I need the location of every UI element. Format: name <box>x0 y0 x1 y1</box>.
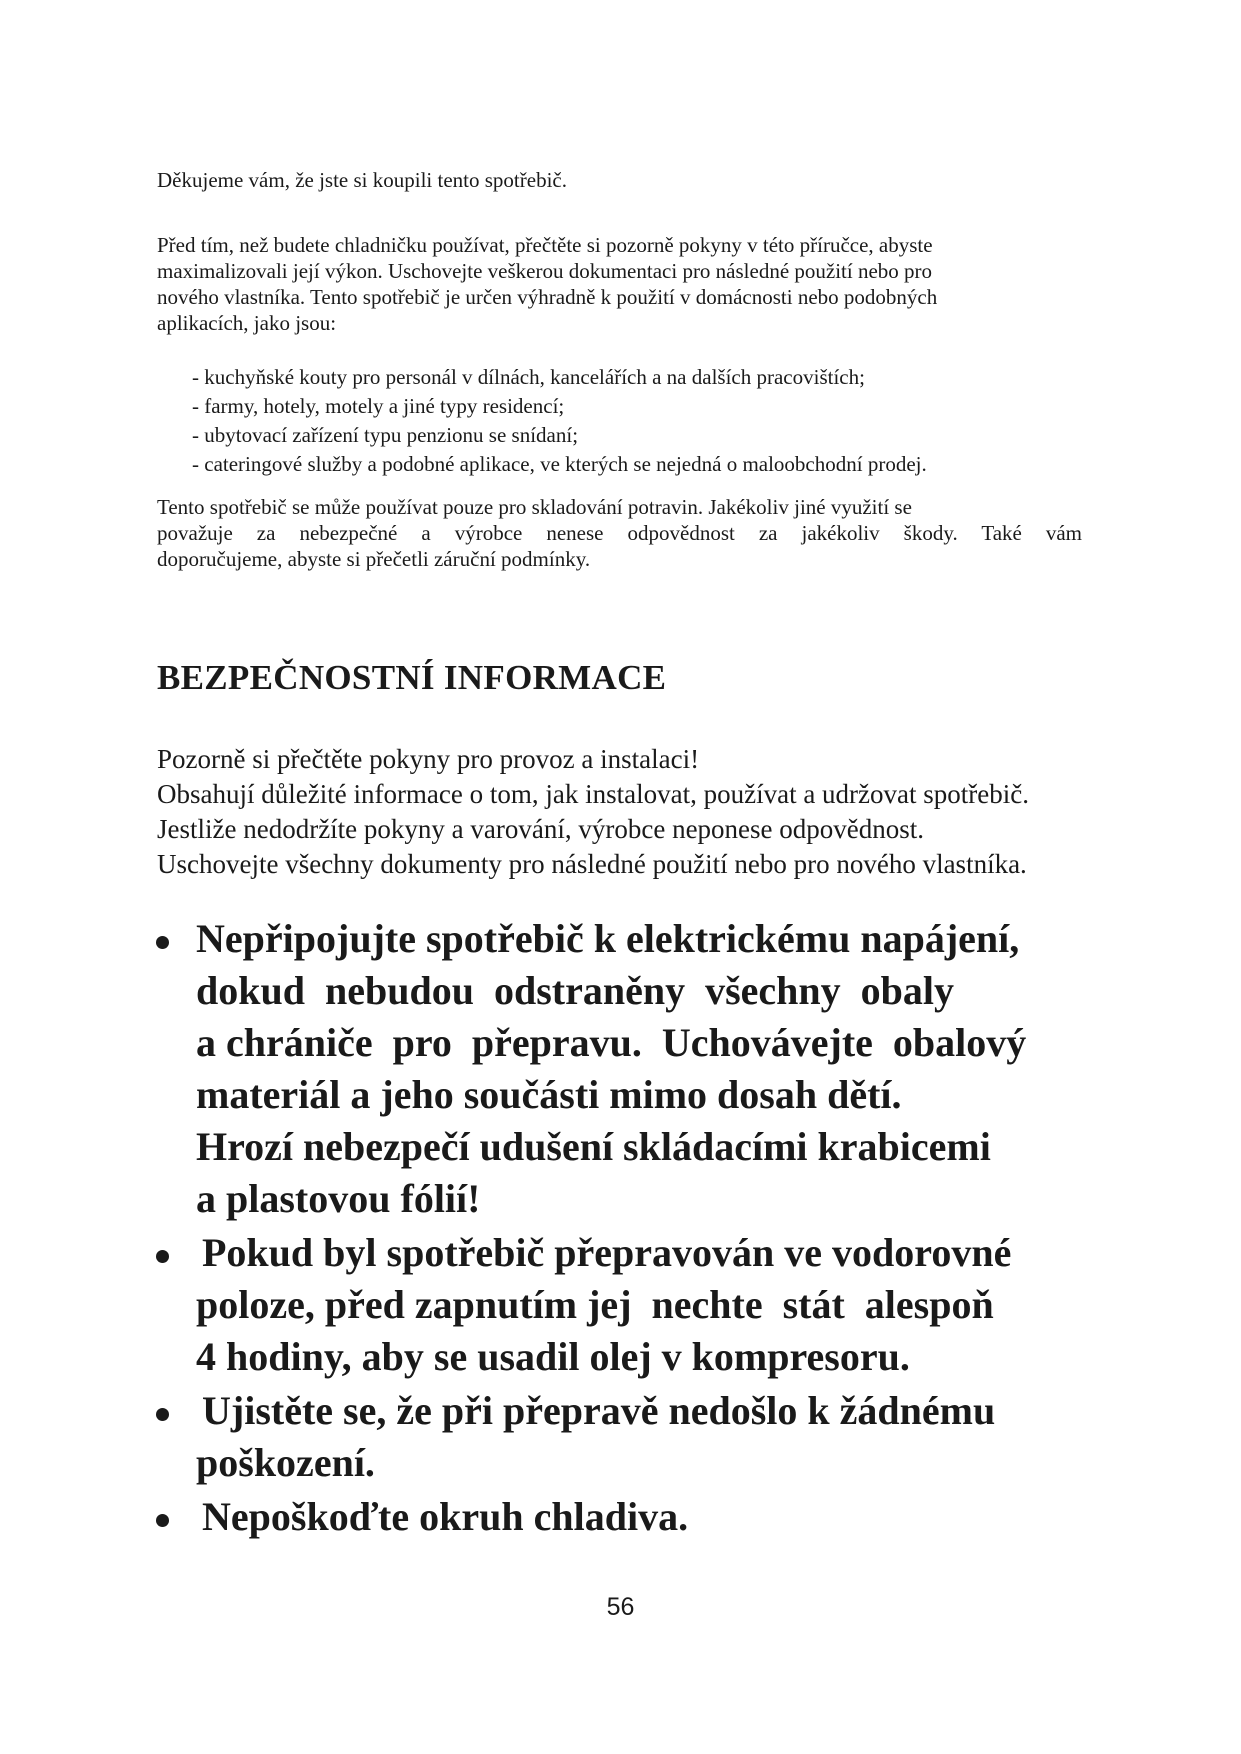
bullet-icon <box>156 1408 169 1421</box>
intro-paragraph <box>157 232 1082 336</box>
warning-item <box>150 913 1110 1225</box>
warning-line: 4 hodiny, aby se usadil olej v kompresoru. <box>196 1334 910 1379</box>
usage-list <box>192 363 927 479</box>
warning-item <box>150 1491 1110 1543</box>
purpose-line: Tento spotřebič se může používat pouze pro skladování potravin. Jakékoliv jiné využití se <box>157 495 912 519</box>
purpose-line: doporučujeme, abyste si přečetli záruční podmínky. <box>157 547 591 571</box>
warning-line: poloze, před zapnutím jej nechte stát alespoň <box>196 1282 994 1327</box>
warning-line: dokud nebudou odstraněny všechny obaly <box>196 968 955 1013</box>
bullet-icon <box>156 1250 169 1263</box>
bullet-icon <box>156 936 169 949</box>
intro-line: maximalizovali její výkon. Uschovejte veškerou dokumentaci pro následné použití nebo pro <box>157 259 933 283</box>
usage-list-item: - farmy, hotely, motely a jiné typy residencí; <box>192 394 565 418</box>
warning-item <box>150 1385 1110 1489</box>
warning-line: Hrozí nebezpečí udušení skládacími krabicemi <box>196 1124 991 1169</box>
intro-line: aplikacích, jako jsou: <box>157 311 337 335</box>
warning-list <box>150 913 1110 1545</box>
info-line: Uschovejte všechny dokumenty pro následné použití nebo pro nového vlastníka. <box>157 849 1027 879</box>
warning-line: a plastovou fólií! <box>196 1176 481 1221</box>
warning-item <box>150 1227 1110 1383</box>
intro-line: Před tím, než budete chladničku používat, přečtěte si pozorně pokyny v této příručce, abyste <box>157 233 933 257</box>
warning-line: materiál a jeho součásti mimo dosah dětí. <box>196 1072 902 1117</box>
warning-line: poškození. <box>196 1440 375 1485</box>
warning-line: Pokud byl spotřebič přepravován ve vodorovné <box>202 1230 1012 1275</box>
warning-line: Nepoškoďte okruh chladiva. <box>202 1494 689 1539</box>
warning-line: Nepřipojujte spotřebič k elektrickému napájení, <box>196 916 1020 961</box>
safety-info-paragraph <box>157 742 1029 882</box>
intro-line: nového vlastníka. Tento spotřebič je určen výhradně k použití v domácnosti nebo podobných <box>157 285 938 309</box>
page-number: 56 <box>606 1593 635 1621</box>
usage-list-item: - kuchyňské kouty pro personál v dílnách, kancelářích a na dalších pracovištích; <box>192 365 865 389</box>
usage-list-item: - cateringové služby a podobné aplikace, ve kterých se nejedná o maloobchodní prodej. <box>192 452 927 476</box>
info-line: Jestliže nedodržíte pokyny a varování, výrobce neponese odpovědnost. <box>157 814 925 844</box>
usage-list-item: - ubytovací zařízení typu penzionu se snídaní; <box>192 423 579 447</box>
warning-line: a chrániče pro přepravu. Uchovávejte obalový <box>196 1020 1027 1065</box>
thank-you-text: Děkujeme vám, že jste si koupili tento spotřebič. <box>157 168 567 192</box>
warning-line: Ujistěte se, že při přepravě nedošlo k žádnému <box>202 1388 996 1433</box>
info-line: Obsahují důležité informace o tom, jak instalovat, používat a udržovat spotřebič. <box>157 779 1029 809</box>
info-line: Pozorně si přečtěte pokyny pro provoz a instalaci! <box>157 744 700 774</box>
purpose-paragraph <box>157 494 1082 572</box>
section-heading: BEZPEČNOSTNÍ INFORMACE <box>157 658 667 697</box>
bullet-icon <box>156 1514 169 1527</box>
purpose-line: považuje za nebezpečné a výrobce nenese odpovědnost za jakékoliv škody. Také vám <box>157 521 1082 545</box>
